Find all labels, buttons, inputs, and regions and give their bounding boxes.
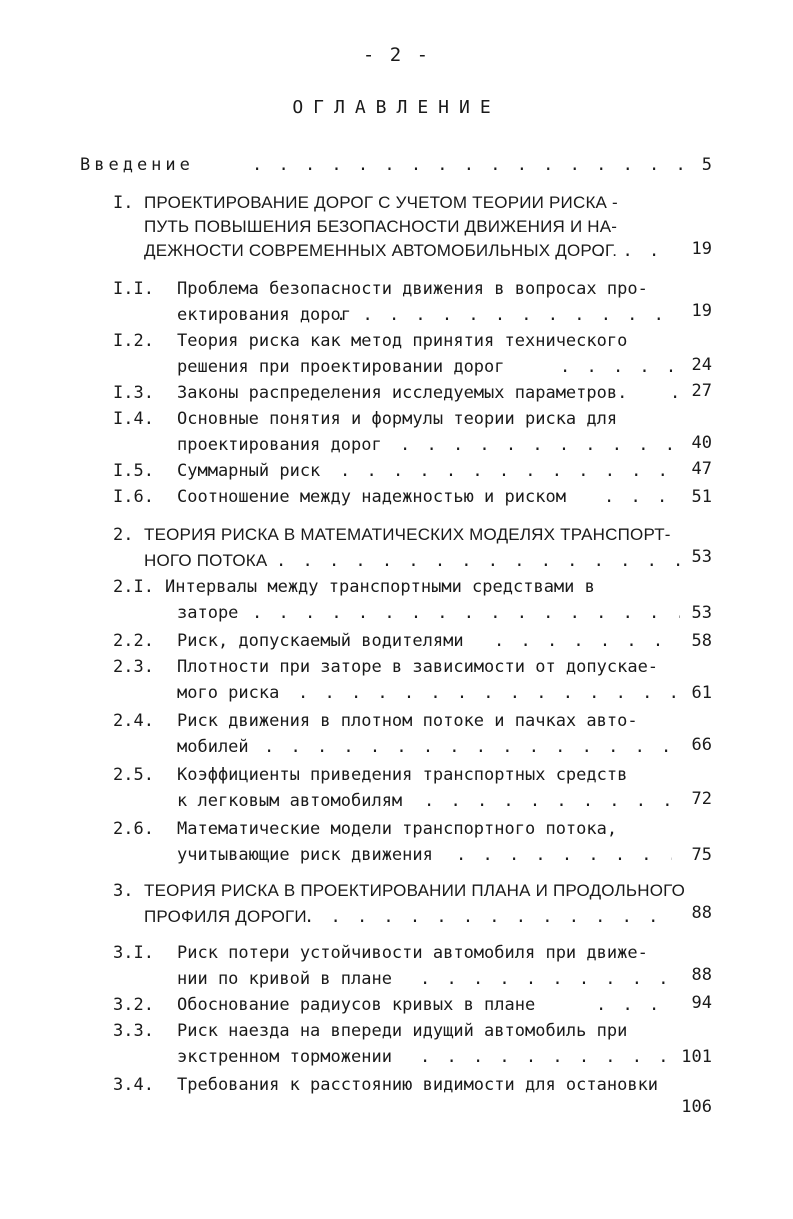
chapter-line: ТЕОРИЯ РИСКА В МАТЕМАТИЧЕСКИХ МОДЕЛЯХ ТРАНСПОРТ- xyxy=(144,525,671,544)
entry-line: Соотношение между надежностью и риском xyxy=(177,487,566,507)
chapter-line: ТЕОРИЯ РИСКА В ПРОЕКТИРОВАНИИ ПЛАНА И ПРОДОЛЬНОГО xyxy=(144,881,686,900)
chapter-line: ПРОФИЛЯ ДОРОГИ xyxy=(144,907,307,926)
entry-number: I.6. xyxy=(113,487,154,507)
entry-line: заторе xyxy=(177,603,239,623)
entry-page: 58 xyxy=(691,631,712,651)
entry-line: Суммарный риск xyxy=(177,461,321,481)
entry-number: 2.I. xyxy=(113,577,154,597)
entry-page: 101 xyxy=(681,1047,712,1067)
leader-dots xyxy=(420,966,672,992)
page-number: - 2 - xyxy=(362,44,431,66)
entry-page: 53 xyxy=(691,603,712,623)
entry-number: 2.4. xyxy=(113,711,154,731)
entry-number: 3.2. xyxy=(113,995,154,1015)
leader-dots xyxy=(456,842,672,868)
entry-line: нии по кривой в плане xyxy=(177,969,392,989)
entry-line: экстренном торможении xyxy=(177,1047,392,1067)
entry-page: 53 xyxy=(691,547,712,567)
leader-dots xyxy=(400,432,680,458)
entry-number: 3.4. xyxy=(113,1075,154,1095)
entry-number: 2.3. xyxy=(113,657,154,677)
leader-dots xyxy=(264,734,672,760)
leader-dots xyxy=(420,1044,672,1070)
entry-line: Риск потери устойчивости автомобиля при движе- xyxy=(177,943,648,963)
entry-number: 2.5. xyxy=(113,765,154,785)
entry-number: 3.3. xyxy=(113,1021,154,1041)
entry-line: Плотности при заторе в зависимости от допускае- xyxy=(177,657,659,677)
entry-line: Проблема безопасности движения в вопросах про- xyxy=(177,279,648,299)
entry-title: Введение xyxy=(80,155,194,175)
entry-line: к легковым автомобилям xyxy=(177,791,403,811)
entry-page: 51 xyxy=(691,487,712,507)
entry-page: 72 xyxy=(691,789,712,809)
entry-line: Теория риска как метод принятия технического xyxy=(177,331,628,351)
entry-line: учитывающие риск движения xyxy=(177,845,433,865)
leader-dots xyxy=(276,548,680,574)
entry-line: Интервалы между транспортными средствами в xyxy=(165,577,595,597)
entry-line: мобилей xyxy=(177,737,249,757)
entry-page: 88 xyxy=(691,965,712,985)
entry-number: I.5. xyxy=(113,461,154,481)
entry-number: I.I. xyxy=(113,279,154,299)
chapter-line: ПРОЕКТИРОВАНИЕ ДОРОГ С УЧЕТОМ ТЕОРИИ РИСКА - xyxy=(144,193,618,212)
entry-number: I.4. xyxy=(113,409,154,429)
entry-line: Коэффициенты приведения транспортных средств xyxy=(177,765,628,785)
chapter-line: ДЕЖНОСТИ СОВРЕМЕННЫХ АВТОМОБИЛЬНЫХ ДОРОГ. xyxy=(144,241,618,260)
entry-number: I.3. xyxy=(113,383,154,403)
entry-line: Риск движения в плотном потоке и пачках авто- xyxy=(177,711,638,731)
entry-page: 47 xyxy=(691,459,712,479)
leader-dots xyxy=(304,904,674,930)
entry-number: 2.2. xyxy=(113,631,154,651)
entry-line: Риск, допускаемый водителями xyxy=(177,631,464,651)
entry-page: 94 xyxy=(691,993,712,1013)
entry-line: проектирования дорог xyxy=(177,435,382,455)
leader-dots xyxy=(252,152,682,178)
leader-dots xyxy=(298,680,680,706)
leader-dots xyxy=(336,302,682,328)
entry-page: 19 xyxy=(691,301,712,321)
entry-number: 3.I. xyxy=(113,943,154,963)
entry-number: 2.6. xyxy=(113,819,154,839)
entry-line: Законы распределения исследуемых параметров. xyxy=(177,383,628,403)
entry-page: 88 xyxy=(691,903,712,923)
chapter-line: НОГО ПОТОКА xyxy=(144,551,268,570)
entry-line: Основные понятия и формулы теории риска для xyxy=(177,409,618,429)
entry-line: Требования к расстоянию видимости для остановки xyxy=(177,1075,659,1095)
entry-page: 61 xyxy=(691,683,712,703)
entry-page: 66 xyxy=(691,735,712,755)
chapter-number: I. xyxy=(113,193,134,213)
leader-dots xyxy=(424,788,680,814)
chapter-number: 2. xyxy=(113,525,134,545)
entry-line: Математические модели транспортного потока, xyxy=(177,819,618,839)
entry-line: мого риска xyxy=(177,683,280,703)
toc-heading: ОГЛАВЛЕНИЕ xyxy=(292,97,501,118)
entry-page: 75 xyxy=(691,845,712,865)
leader-dots xyxy=(494,628,676,654)
entry-line: решения при проектировании дорог xyxy=(177,357,505,377)
chapter-number: 3. xyxy=(113,881,134,901)
leader-dots xyxy=(340,458,680,484)
entry-line: Обоснование радиусов кривых в плане xyxy=(177,995,536,1015)
chapter-line: ПУТЬ ПОВЫШЕНИЯ БЕЗОПАСНОСТИ ДВИЖЕНИЯ И НА- xyxy=(144,217,618,236)
entry-page: 5 xyxy=(701,155,712,175)
entry-page: 27 xyxy=(691,381,712,401)
entry-page: 24 xyxy=(691,355,712,375)
entry-page: 40 xyxy=(691,433,712,453)
entry-line: Риск наезда на впереди идущий автомобиль при xyxy=(177,1021,628,1041)
entry-line: ектирования дорог xyxy=(177,305,351,325)
entry-page: 106 xyxy=(681,1097,712,1117)
leader-dots xyxy=(252,600,680,626)
entry-page: 19 xyxy=(691,239,712,259)
entry-number: I.2. xyxy=(113,331,154,351)
